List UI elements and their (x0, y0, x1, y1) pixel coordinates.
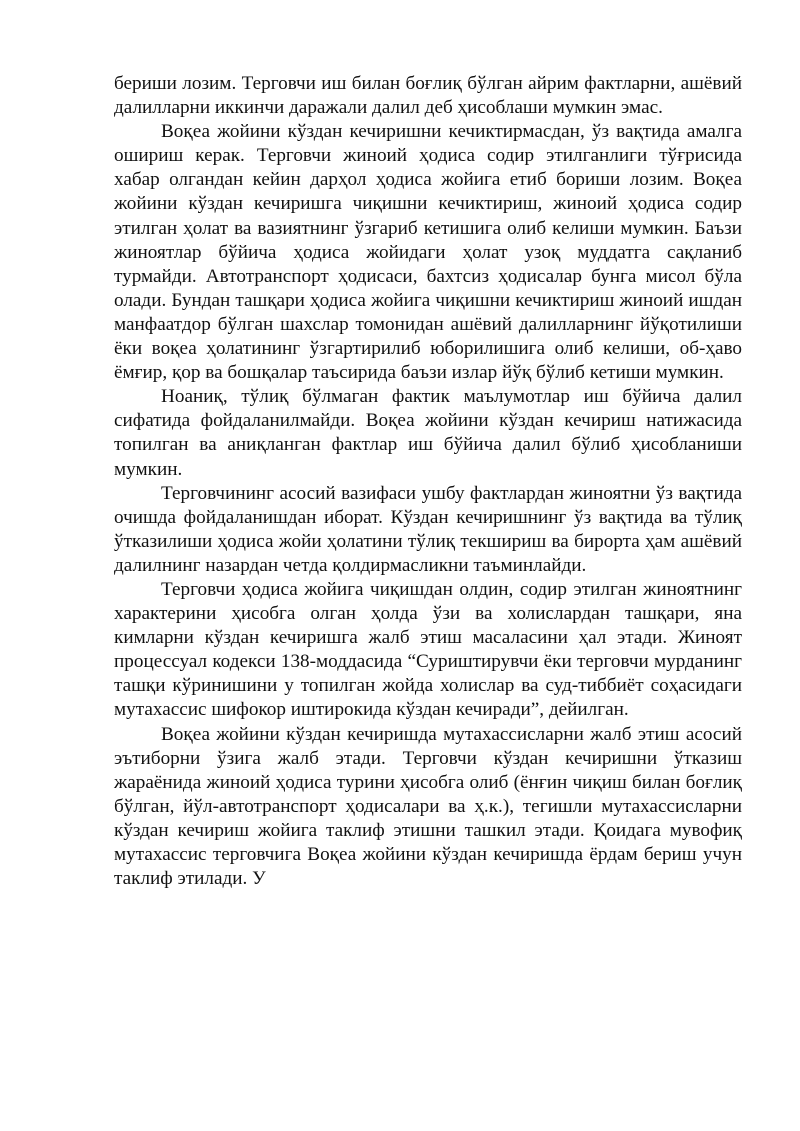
paragraph: бериши лозим. Терговчи иш билан боғлиқ бўлган айрим фактларни, ашёвий далилларни иккинчи даражали далил деб ҳисоблаши мумкин эмас. (114, 73, 742, 119)
paragraph: Терговчининг асосий вазифаси ушбу фактлардан жиноятни ўз вақтида очишда фойдаланишдан иборат. Кўздан кечиришнинг ўз вақтида ва тўлиқ ўтказилиши ҳодиса жойи ҳолатини тўлиқ текшириш ва бирорта ҳам ашёвий далилнинг назардан четда қолдирмасликни таъминлайди. (114, 482, 742, 576)
paragraph: Воқеа жойини кўздан кечиришни кечиктирмасдан, ўз вақтида амалга ошириш керак. Терговчи жиноий ҳодиса содир этилганлиги тўғрисида хабар олгандан кейин дарҳол ҳодиса жойига етиб бориши лозим. Воқеа жойини кўздан кечиришга чиқишни кечиктириш, жиноий ҳодиса содир этилган ҳолат ва вазиятнинг ўзгариб кетишига олиб келиши мумкин. Баъзи жиноятлар бўйича ҳодиса жойидаги ҳолат узоқ муддатга сақланиб турмайди. Автотранспорт ҳодисаси, бахтсиз ҳодисалар бунга мисол бўла олади. Бундан ташқари ҳодиса жойига чиқишни кечиктириш жиноий ишдан манфаатдор бўлган шахслар томонидан ашёвий далилларнинг йўқотилиши ёки воқеа ҳолатининг ўзгартирилиб юборилишига олиб келиши, об-ҳаво ёмғир, қор ва бошқалар таъсирида баъзи излар йўқ бўлиб кетиши мумкин. (114, 121, 742, 384)
paragraph: Воқеа жойини кўздан кечиришда мутахассисларни жалб этиш асосий эътиборни ўзига жалб этади. Терговчи кўздан кечиришни ўтказиш жараёнида жиноий ҳодиса турини ҳисобга олиб (ёнғин чиқиш билан боғлиқ бўлган, йўл-автотранспорт ҳодисалари ва ҳ.к.), тегишли мутахассисларни кўздан кечириш жойига таклиф этишни ташкил этади. Қоидага мувофиқ мутахассис терговчига Воқеа жойини кўздан кечиришда ёрдам бериш учун таклиф этилади. У (114, 723, 742, 890)
paragraph: Ноаниқ, тўлиқ бўлмаган фактик маълумотлар иш бўйича далил сифатида фойдаланилмайди. Воқеа жойини кўздан кечириш натижасида топилган ва аниқланган фактлар иш бўйича далил бўлиб ҳисобланиши мумкин. (114, 386, 742, 480)
document-page (114, 72, 742, 891)
paragraph: Терговчи ҳодиса жойига чиқишдан олдин, содир этилган жиноятнинг характерини ҳисобга олган ҳолда ўзи ва холислардан ташқари, яна кимларни кўздан кечиришга жалб этиш масаласини ҳал этади. Жиноят процессуал кодекси 138-моддасида “Суриштирувчи ёки терговчи мурданинг ташқи кўринишини у топилган жойда холислар ва суд-тиббиёт соҳасидаги мутахассис шифокор иштирокида кўздан кечиради”, дейилган. (114, 578, 742, 721)
